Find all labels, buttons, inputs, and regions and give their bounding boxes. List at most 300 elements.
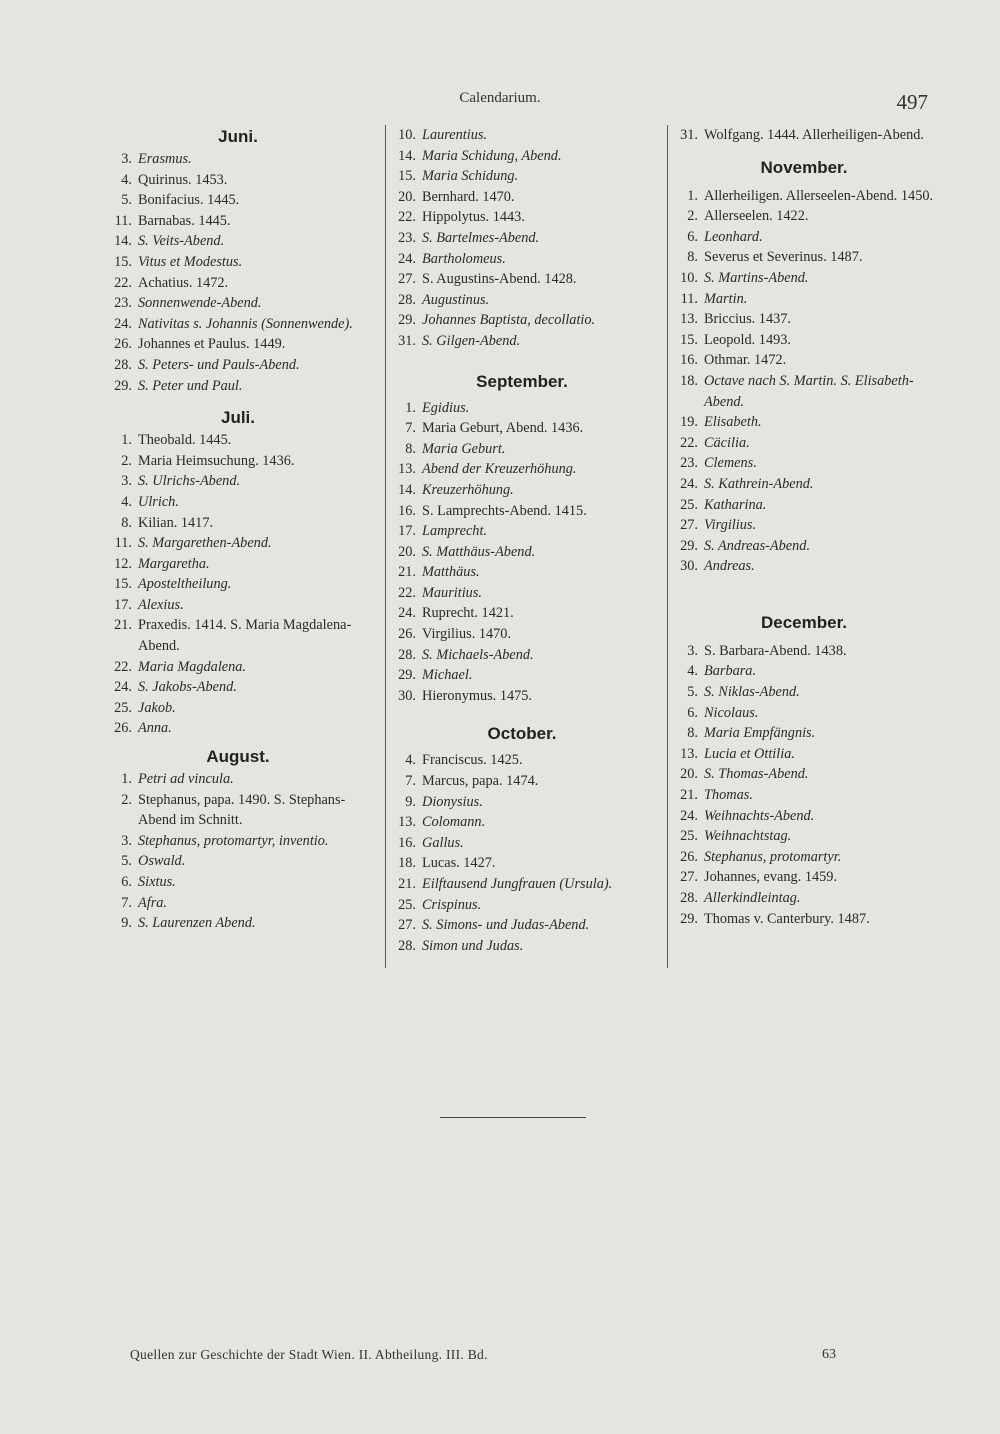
entry-day: 3. <box>687 642 698 659</box>
calendar-entry <box>104 334 372 355</box>
calendar-entry <box>104 718 372 739</box>
entry-day: 29. <box>398 667 416 684</box>
entry-day: 28. <box>680 890 698 906</box>
calendar-entry <box>104 533 372 554</box>
entry-day: 31. <box>398 332 416 349</box>
calendar-entry <box>388 418 656 439</box>
calendar-entry <box>670 515 938 536</box>
entry-text: Bonifacius. 1445. <box>138 192 240 209</box>
calendar-entry <box>104 677 372 698</box>
calendar-entry <box>388 895 656 916</box>
entry-text: Jakob. <box>138 699 176 716</box>
entry-day: 24. <box>680 475 698 492</box>
calendar-entry <box>104 574 372 595</box>
calendar-entry <box>388 603 656 624</box>
entry-day: 13. <box>680 311 698 328</box>
entry-day: 21. <box>114 617 132 634</box>
calendar-entry <box>388 480 656 501</box>
entry-text: Allerkindleintag. <box>704 890 801 906</box>
entry-day: 22. <box>398 584 416 601</box>
entry-text: S. Laurenzen Abend. <box>138 915 256 932</box>
entry-day: 15. <box>114 576 132 593</box>
entry-day: 14. <box>114 233 132 250</box>
entry-day: 2. <box>687 208 698 225</box>
entry-day: 6. <box>687 704 698 721</box>
entry-day: 24. <box>114 679 132 696</box>
calendar-entry <box>388 290 656 311</box>
entry-text: Weihnachtstag. <box>704 828 792 845</box>
entry-day: 12. <box>114 555 132 572</box>
entry-day: 23. <box>114 295 132 312</box>
entry-day: 25. <box>114 699 132 716</box>
calendar-entry <box>670 412 938 433</box>
entry-text: Theobald. 1445. <box>138 432 232 449</box>
entry-day: 28. <box>398 291 416 308</box>
entry-day: 2. <box>121 452 132 469</box>
calendar-entry <box>670 556 938 577</box>
calendar-entry <box>104 355 372 376</box>
entry-text: Severus et Severinus. 1487. <box>704 249 863 266</box>
calendar-entry <box>104 149 372 170</box>
entry-day: 9. <box>121 915 132 932</box>
entry-day: 9. <box>405 793 416 810</box>
footer-source: Quellen zur Geschichte der Stadt Wien. II. Abtheilung. III. Bd. <box>130 1347 488 1362</box>
entry-day: 21. <box>680 787 698 804</box>
section-title-september: September. <box>476 371 568 391</box>
entry-day: 26. <box>114 336 132 353</box>
calendar-entry <box>104 595 372 616</box>
entry-day: 18. <box>398 855 416 872</box>
entries-october-cont <box>670 125 938 146</box>
entry-day: 18. <box>680 372 698 389</box>
entry-day: 23. <box>398 229 416 246</box>
calendar-entry <box>670 703 938 724</box>
entry-day: 4. <box>121 493 132 510</box>
entry-day: 26. <box>114 720 132 737</box>
footer-signature: 63 <box>822 1347 836 1362</box>
entry-day: 4. <box>405 752 416 769</box>
entry-day: 4. <box>687 663 698 680</box>
entry-text: Aposteltheilung. <box>138 576 232 593</box>
entry-day: 20. <box>680 766 698 783</box>
entry-day: 17. <box>398 523 416 540</box>
calendar-entry <box>388 207 656 228</box>
entry-text: Elisabeth. <box>704 414 762 431</box>
entry-text: Johannes et Paulus. 1449. <box>138 336 286 353</box>
entries-august <box>104 769 372 934</box>
entry-day: 3. <box>121 832 132 849</box>
entry-day: 25. <box>398 896 416 913</box>
entry-text: Stephanus, protomartyr, inventio. <box>138 832 329 849</box>
entry-text: Maria Schidung. <box>422 168 519 185</box>
entry-day: 22. <box>398 209 416 226</box>
entry-text: Maria Geburt. <box>422 440 506 457</box>
calendar-entry <box>670 888 938 909</box>
entry-text: S. Barbara-Abend. 1438. <box>704 642 847 659</box>
entry-text: Alexius. <box>138 596 184 613</box>
entry-day: 11. <box>680 290 698 307</box>
calendar-entry <box>104 430 372 451</box>
entry-text: S. Simons- und Judas-Abend. <box>422 917 590 934</box>
entry-text: Praxedis. 1414. S. Maria Magdalena-Abend. <box>138 617 352 655</box>
entry-day: 1. <box>121 432 132 449</box>
entry-day: 27. <box>680 869 698 886</box>
calendar-entry <box>104 252 372 273</box>
calendar-entry <box>670 495 938 516</box>
calendar-entry <box>104 893 372 914</box>
entry-day: 24. <box>680 807 698 824</box>
calendar-entry <box>104 451 372 472</box>
entry-text: Egidius. <box>422 399 470 416</box>
entry-text: Simon und Judas. <box>422 937 524 954</box>
section-title-november: November. <box>760 157 848 177</box>
entry-day: 24. <box>398 605 416 622</box>
section-title-juni: Juni. <box>218 127 258 146</box>
entry-day: 25. <box>680 828 698 845</box>
entry-day: 1. <box>405 399 416 416</box>
entry-text: S. Bartelmes-Abend. <box>422 229 540 246</box>
calendar-entry <box>670 641 938 662</box>
entry-text: Oswald. <box>138 853 186 870</box>
entries-december <box>670 641 938 929</box>
entry-text: Colomann. <box>422 814 486 831</box>
calendar-entry <box>670 744 938 765</box>
entry-text: Barnabas. 1445. <box>138 212 231 229</box>
calendar-entry <box>670 186 938 207</box>
entry-text: Virgilius. 1470. <box>422 626 512 643</box>
entry-text: Maria Heimsuchung. 1436. <box>138 452 295 469</box>
calendar-entry <box>104 615 372 656</box>
entry-text: Eilftausend Jungfrauen (Ursula). <box>422 876 613 892</box>
calendar-entry <box>104 293 372 314</box>
column-right <box>667 125 938 968</box>
calendar-entry <box>104 471 372 492</box>
entry-text: S. Jakobs-Abend. <box>138 679 237 696</box>
entry-text: S. Gilgen-Abend. <box>422 332 521 349</box>
entry-day: 7. <box>405 773 416 790</box>
entry-text: Abend der Kreuzerhöhung. <box>422 461 577 478</box>
entry-text: Kreuzerhöhung. <box>422 481 514 498</box>
entry-text: Kilian. 1417. <box>138 514 214 531</box>
calendar-entry <box>670 350 938 371</box>
entry-day: 20. <box>398 188 416 205</box>
calendar-entry <box>104 376 372 397</box>
calendar-entry <box>388 166 656 187</box>
calendar-entry <box>104 211 372 232</box>
calendar-entry <box>104 273 372 294</box>
calendar-entry <box>388 398 656 419</box>
calendar-entry <box>104 698 372 719</box>
entry-day: 7. <box>121 894 132 911</box>
entry-day: 24. <box>398 250 416 267</box>
entry-text: Anna. <box>138 720 172 737</box>
calendar-entry <box>670 289 938 310</box>
entry-day: 7. <box>405 420 416 437</box>
section-title-october: October. <box>487 724 557 744</box>
entry-day: 29. <box>114 377 132 394</box>
entry-text: Nativitas s. Johannis (Sonnenwende). <box>138 315 353 332</box>
entry-day: 22. <box>114 274 132 291</box>
entry-day: 23. <box>680 455 698 472</box>
calendar-entry <box>670 723 938 744</box>
calendar-entry <box>388 146 656 167</box>
calendar-entry <box>670 330 938 351</box>
calendar-entry <box>388 125 656 146</box>
calendar-entry <box>388 874 656 895</box>
entry-day: 29. <box>680 910 698 927</box>
entry-text: Johannes, evang. 1459. <box>704 869 838 886</box>
calendar-entry <box>388 792 656 813</box>
calendar-entry <box>388 771 656 792</box>
calendar-entry <box>104 314 372 335</box>
entry-day: 28. <box>114 356 132 373</box>
entry-day: 14. <box>398 481 416 498</box>
calendar-entry <box>670 247 938 268</box>
entry-day: 11. <box>114 212 132 229</box>
entry-text: Katharina. <box>704 496 767 513</box>
calendar-entry <box>104 190 372 211</box>
entry-text: Crispinus. <box>422 896 482 913</box>
entry-text: Dionysius. <box>422 793 483 810</box>
entry-text: Erasmus. <box>138 151 192 167</box>
entry-text: Thomas. <box>704 787 753 804</box>
entry-day: 16. <box>398 834 416 851</box>
entry-text: Martin. <box>704 290 748 307</box>
section-title-august: August. <box>206 747 270 767</box>
entry-day: 1. <box>687 187 698 204</box>
entry-day: 14. <box>398 147 416 164</box>
calendar-entry <box>670 867 938 888</box>
entry-day: 3. <box>121 151 132 167</box>
entry-text: Cäcilia. <box>704 434 750 451</box>
section-title-juli: Juli. <box>220 408 255 428</box>
calendar-entry <box>670 536 938 557</box>
entry-text: Stephanus, papa. 1490. S. Stephans-Abend im Schnitt. <box>138 791 346 829</box>
entry-text: Hieronymus. 1475. <box>422 687 532 704</box>
entries-august-cont <box>388 125 656 352</box>
calendar-entry <box>104 170 372 191</box>
entry-day: 16. <box>680 352 698 369</box>
calendar-entry <box>104 231 372 252</box>
running-head: Calendarium. <box>459 90 541 106</box>
entry-day: 8. <box>687 725 698 742</box>
calendar-entry <box>670 785 938 806</box>
entry-text: Lucia et Ottilia. <box>704 745 795 762</box>
calendar-entry <box>388 501 656 522</box>
entry-day: 2. <box>121 791 132 808</box>
entry-text: Franciscus. 1425. <box>422 752 523 769</box>
entry-text: S. Veits-Abend. <box>138 233 225 250</box>
calendar-entry <box>670 661 938 682</box>
calendar-entry <box>388 812 656 833</box>
entry-text: Octave nach S. Martin. S. Elisabeth-Abend. <box>704 372 914 410</box>
calendar-entry <box>104 769 372 790</box>
entry-day: 29. <box>398 312 416 329</box>
entry-text: Gallus. <box>422 834 464 851</box>
entry-text: Ulrich. <box>138 493 179 510</box>
entry-text: Sonnenwende-Abend. <box>138 295 262 312</box>
entry-day: 21. <box>398 564 416 581</box>
entry-text: Maria Magdalena. <box>138 658 247 675</box>
calendar-entry <box>388 750 656 771</box>
entry-text: S. Matthäus-Abend. <box>422 543 536 560</box>
entry-text: Andreas. <box>704 558 755 575</box>
entry-day: 8. <box>687 249 698 266</box>
entry-day: 5. <box>687 684 698 701</box>
entry-text: Virgilius. <box>704 517 757 534</box>
entry-day: 6. <box>121 874 132 890</box>
calendar-entry <box>670 826 938 847</box>
entry-text: Augustinus. <box>422 291 490 308</box>
calendar-entry <box>388 833 656 854</box>
entry-text: Johannes Baptista, decollatio. <box>422 312 596 329</box>
section-title-december: December. <box>761 612 847 632</box>
calendar-entry <box>388 645 656 666</box>
calendar-entry <box>388 521 656 542</box>
calendar-entry <box>388 583 656 604</box>
entry-text: S. Michaels-Abend. <box>422 646 534 663</box>
entry-day: 31. <box>680 127 698 143</box>
entry-day: 25. <box>680 496 698 513</box>
entry-day: 22. <box>114 658 132 675</box>
calendar-entry <box>104 554 372 575</box>
calendar-entry <box>388 310 656 331</box>
calendar-entry <box>388 331 656 352</box>
entry-text: Achatius. 1472. <box>138 274 229 291</box>
entry-day: 11. <box>114 535 132 552</box>
calendar-entry <box>388 269 656 290</box>
entry-text: Sixtus. <box>138 874 176 890</box>
calendar-entry <box>670 453 938 474</box>
entry-text: S. Lamprechts-Abend. 1415. <box>422 502 587 519</box>
calendar-entry <box>388 439 656 460</box>
entry-text: Bartholomeus. <box>422 250 506 267</box>
entry-text: Mauritius. <box>422 584 482 601</box>
entry-day: 15. <box>680 331 698 348</box>
entry-day: 26. <box>398 626 416 643</box>
calendar-entry <box>104 492 372 513</box>
entry-text: Petri ad vincula. <box>138 771 234 788</box>
entry-text: Othmar. 1472. <box>704 352 787 369</box>
entries-juli <box>104 430 372 739</box>
calendar-entry <box>670 806 938 827</box>
calendar-entry <box>670 309 938 330</box>
entry-text: Barbara. <box>704 663 757 680</box>
entry-text: Maria Schidung, Abend. <box>422 147 562 164</box>
entry-day: 8. <box>405 440 416 457</box>
entry-day: 8. <box>121 514 132 531</box>
calendar-entry <box>388 228 656 249</box>
entry-day: 27. <box>680 517 698 534</box>
entry-text: Laurentius. <box>422 127 488 143</box>
calendar-entry <box>388 665 656 686</box>
entry-text: Hippolytus. 1443. <box>422 209 525 226</box>
entry-day: 26. <box>680 848 698 865</box>
entry-text: S. Martins-Abend. <box>704 269 809 286</box>
entries-october <box>388 750 656 956</box>
entry-text: Afra. <box>138 894 167 911</box>
entry-text: S. Peter und Paul. <box>138 377 243 394</box>
entry-day: 10. <box>680 269 698 286</box>
entry-text: Leonhard. <box>704 228 763 245</box>
entries-juni <box>104 149 372 396</box>
entry-day: 13. <box>398 814 416 831</box>
entry-text: Briccius. 1437. <box>704 311 791 328</box>
entry-day: 28. <box>398 937 416 954</box>
entry-text: S. Thomas-Abend. <box>704 766 809 783</box>
calendar-entry <box>104 913 372 934</box>
entry-day: 13. <box>398 461 416 478</box>
entry-text: Leopold. 1493. <box>704 331 791 348</box>
calendar-entry <box>670 206 938 227</box>
entry-text: Matthäus. <box>422 564 480 581</box>
entries-november <box>670 186 938 577</box>
calendar-entry <box>670 847 938 868</box>
entry-text: Marcus, papa. 1474. <box>422 773 539 790</box>
calendar-entry <box>104 831 372 852</box>
entry-day: 27. <box>398 917 416 934</box>
entry-text: Wolfgang. 1444. Allerheiligen-Abend. <box>704 127 925 143</box>
entry-day: 21. <box>398 876 416 892</box>
entry-text: Allerheiligen. Allerseelen-Abend. 1450. <box>704 187 934 204</box>
entry-text: S. Niklas-Abend. <box>704 684 800 701</box>
entry-day: 15. <box>114 253 132 270</box>
entry-day: 5. <box>121 192 132 209</box>
calendar-entry <box>388 853 656 874</box>
calendar-entry <box>104 851 372 872</box>
entry-day: 4. <box>121 171 132 188</box>
column-middle <box>385 125 656 968</box>
entries-september <box>388 398 656 707</box>
entry-text: S. Augustins-Abend. 1428. <box>422 271 577 288</box>
entry-day: 3. <box>121 473 132 490</box>
entry-text: S. Ulrichs-Abend. <box>138 473 241 490</box>
entry-text: S. Kathrein-Abend. <box>704 475 814 492</box>
entry-day: 30. <box>680 558 698 575</box>
calendar-entry <box>670 227 938 248</box>
calendar-entry <box>104 513 372 534</box>
calendar-entry <box>388 936 656 957</box>
entry-text: Lucas. 1427. <box>422 855 496 872</box>
column-left <box>104 125 372 934</box>
entry-text: Clemens. <box>704 455 757 472</box>
calendar-entry <box>388 249 656 270</box>
calendar-entry <box>670 433 938 454</box>
entry-day: 15. <box>398 168 416 185</box>
calendar-entry <box>104 657 372 678</box>
calendar-entry <box>388 624 656 645</box>
entry-text: S. Margarethen-Abend. <box>138 535 272 552</box>
entry-text: Margaretha. <box>138 555 210 572</box>
calendar-entry <box>670 125 938 146</box>
entry-day: 24. <box>114 315 132 332</box>
calendar-entry <box>388 686 656 707</box>
calendar-entry <box>670 474 938 495</box>
entry-day: 17. <box>114 596 132 613</box>
entry-text: Ruprecht. 1421. <box>422 605 514 622</box>
entry-day: 28. <box>398 646 416 663</box>
entry-text: Weihnachts-Abend. <box>704 807 815 824</box>
entry-day: 16. <box>398 502 416 519</box>
end-divider <box>440 1117 586 1118</box>
entry-day: 5. <box>121 853 132 870</box>
calendar-entry <box>388 542 656 563</box>
calendar-entry <box>670 268 938 289</box>
entry-text: S. Andreas-Abend. <box>704 537 811 554</box>
entry-text: Stephanus, protomartyr. <box>704 848 842 865</box>
calendar-entry <box>104 790 372 831</box>
entry-text: Maria Geburt, Abend. 1436. <box>422 420 584 437</box>
